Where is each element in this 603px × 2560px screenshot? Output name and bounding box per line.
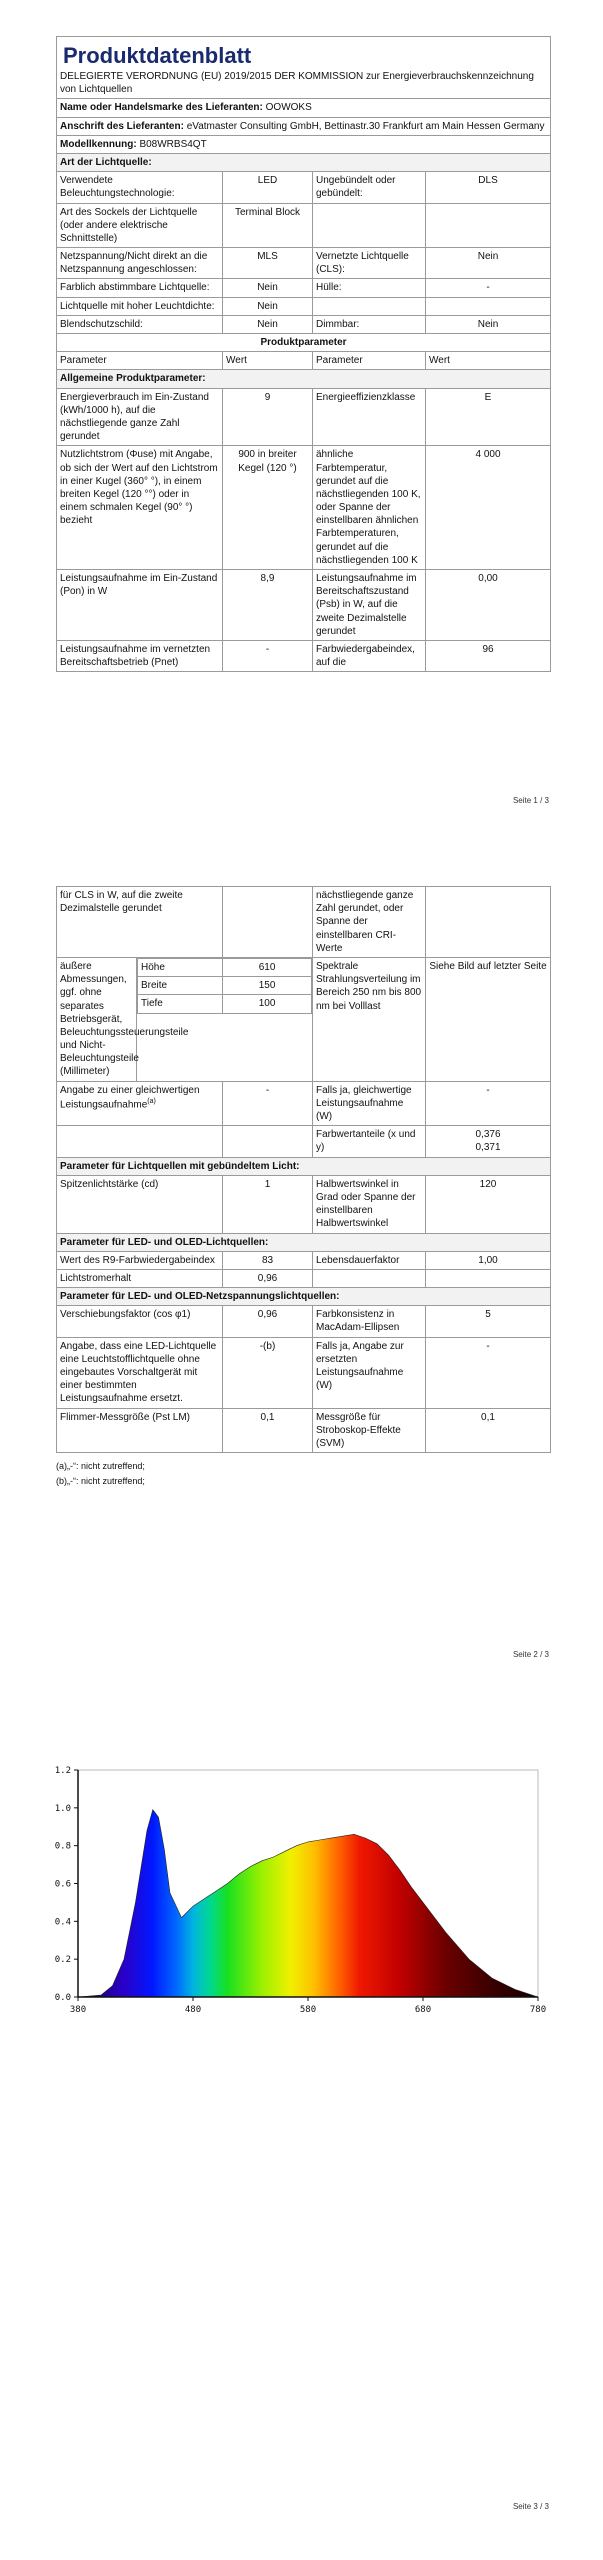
param-label: Wert des R9-Farbwiedergabeindex: [57, 1251, 223, 1269]
row-value: Nein: [223, 297, 313, 315]
page-3: [0, 1680, 603, 2560]
param-label: Leistungsaufnahme im Ein-Zustand (Pon) in W: [57, 570, 223, 641]
column-header: Wert: [426, 352, 551, 370]
param-label: Falls ja, Angabe zur ersetzten Leistungsaufnahme (W): [313, 1337, 426, 1408]
param-value: 1: [223, 1175, 313, 1233]
table-row: [57, 1251, 551, 1269]
param-value: 5: [426, 1306, 551, 1337]
dimensions-cell: [137, 957, 313, 1081]
x-tick-label: 480: [184, 2005, 202, 2015]
row-label: Vernetzte Lichtquelle (CLS):: [313, 248, 426, 279]
param-label: Spektrale Strahlungsverteilung im Bereich 250 nm bis 800 nm bei Volllast: [313, 957, 426, 1081]
param-label: Farbwertanteile (x und y): [313, 1126, 426, 1157]
row-value: [426, 203, 551, 248]
row-label: Dimmbar:: [313, 315, 426, 333]
table-row: [57, 640, 551, 671]
param-value: -(b): [223, 1337, 313, 1408]
row-label: Hülle:: [313, 279, 426, 297]
row-label: [313, 203, 426, 248]
model-label: Modellkennung:: [60, 138, 137, 150]
param-value: 0,96: [223, 1306, 313, 1337]
table-row: [57, 279, 551, 297]
table-row: [57, 1081, 551, 1126]
param-label: Lebensdauerfaktor: [313, 1251, 426, 1269]
row-value: LED: [223, 172, 313, 203]
param-value: 83: [223, 1251, 313, 1269]
column-header: Parameter: [313, 352, 426, 370]
model-row: [57, 135, 551, 153]
datasheet-table-1: [56, 36, 551, 672]
param-value: [426, 1126, 551, 1157]
dimension-name: Tiefe: [138, 995, 223, 1013]
footnote-b: (b)„-“: nicht zutreffend;: [56, 1475, 145, 1486]
param-label: Lichtstromerhalt: [57, 1269, 223, 1287]
param-value: 1,00: [426, 1251, 551, 1269]
table-row: [57, 1337, 551, 1408]
param-label: Energieverbrauch im Ein-Zustand (kWh/1000 h), auf die nächstliegende ganze Zahl gerundet: [57, 388, 223, 446]
datasheet-table-2: [56, 886, 551, 1453]
param-value: 8,9: [223, 570, 313, 641]
row-value: Nein: [426, 315, 551, 333]
dimension-value: 610: [223, 958, 312, 976]
param-label: Farbwiedergabeindex, auf die: [313, 640, 426, 671]
row-value: [426, 297, 551, 315]
param-label: Energieeffizienzklasse: [313, 388, 426, 446]
param-label: Falls ja, gleichwertige Leistungsaufnahme (W): [313, 1081, 426, 1126]
param-value: E: [426, 388, 551, 446]
general-params-heading: Allgemeine Produktparameter:: [57, 370, 551, 388]
param-label: nächstliegende ganze Zahl gerundet, oder Spanne der einstellbaren CRI-Werte: [313, 887, 426, 958]
y-tick-label: 1.0: [54, 1803, 71, 1814]
param-value: 4 000: [426, 446, 551, 570]
param-label: Messgröße für Stroboskop-Effekte (SVM): [313, 1408, 426, 1453]
row-value: Nein: [223, 279, 313, 297]
chromaticity-y: 0,371: [475, 1142, 501, 1154]
produktparameter-heading: Produktparameter: [57, 334, 551, 352]
dimension-name: Höhe: [138, 958, 223, 976]
table-row: [57, 1126, 551, 1157]
param-label: ähnliche Farbtemperatur, gerundet auf die nächstliegenden 100 K, oder Spanne der einstellbaren ähnlichen Farbtemperaturen, gerundet auf die nächstliegenden 100 K: [313, 446, 426, 570]
param-value: Siehe Bild auf letzter Seite: [426, 957, 551, 1081]
row-value: MLS: [223, 248, 313, 279]
footnote-a: (a)„-“: nicht zutreffend;: [56, 1461, 145, 1472]
model-value: B08WRBS4QT: [139, 138, 207, 150]
table-row: [57, 203, 551, 248]
table-row: [57, 1408, 551, 1453]
param-value: 0,00: [426, 570, 551, 641]
y-tick-label: 0.4: [54, 1917, 71, 1928]
y-tick-label: 0.6: [54, 1879, 71, 1890]
param-label: Verschiebungsfaktor (cos φ1): [57, 1306, 223, 1337]
mains-params-heading: Parameter für LED- und OLED-Netzspannungslichtquellen:: [57, 1288, 551, 1306]
x-tick-label: 680: [414, 2005, 432, 2015]
page-number: Seite 3 / 3: [512, 2502, 549, 2511]
param-label: für CLS in W, auf die zweite Dezimalstelle gerundet: [57, 887, 223, 958]
param-label: [57, 1081, 223, 1126]
chromaticity-x: 0,376: [475, 1129, 501, 1141]
param-value: -: [426, 1337, 551, 1408]
param-label: Leistungsaufnahme im vernetzten Bereitschaftsbetrieb (Pnet): [57, 640, 223, 671]
param-label: Flimmer-Messgröße (Pst LM): [57, 1408, 223, 1453]
row-label: Lichtquelle mit hoher Leuchtdichte:: [57, 297, 223, 315]
y-tick-label: 0.0: [54, 1993, 71, 2003]
param-value: 0,96: [223, 1269, 313, 1287]
param-value: 9: [223, 388, 313, 446]
param-value: -: [223, 640, 313, 671]
table-row: [57, 446, 551, 570]
row-label: Ungebündelt oder gebündelt:: [313, 172, 426, 203]
supplier-label: Name oder Handelsmarke des Lieferanten:: [60, 102, 263, 114]
table-row: [57, 297, 551, 315]
footnotes: [56, 1459, 550, 1488]
table-row: [57, 570, 551, 641]
row-label: Blendschutzschild:: [57, 315, 223, 333]
param-value: -: [223, 1081, 313, 1126]
page-number: Seite 2 / 3: [512, 1650, 549, 1659]
row-label: Netzspannung/Nicht direkt an die Netzspannung angeschlossen:: [57, 248, 223, 279]
y-tick-label: 0.8: [54, 1841, 71, 1852]
row-label: Art des Sockels der Lichtquelle (oder andere elektrische Schnittstelle): [57, 203, 223, 248]
column-header-row: [57, 352, 551, 370]
table-row: [57, 1269, 551, 1287]
table-row: [57, 388, 551, 446]
table-row: [57, 315, 551, 333]
x-tick-label: 380: [69, 2005, 87, 2015]
address-label: Anschrift des Lieferanten:: [60, 120, 184, 132]
param-label: Leistungsaufnahme im Bereitschaftszustand (Psb) in W, auf die zweite Dezimalstelle gerundet: [313, 570, 426, 641]
row-label: Farblich abstimmbare Lichtquelle:: [57, 279, 223, 297]
y-tick-label: 1.2: [54, 1766, 71, 1776]
table-row: [57, 887, 551, 958]
table-row: [57, 957, 551, 1081]
supplier-row: [57, 99, 551, 117]
param-value: -: [426, 1081, 551, 1126]
row-value: -: [426, 279, 551, 297]
row-label: Verwendete Beleuchtungstechnologie:: [57, 172, 223, 203]
y-tick-label: 0.2: [54, 1955, 71, 1966]
param-value: 0,1: [426, 1408, 551, 1453]
row-value: DLS: [426, 172, 551, 203]
table-row: [57, 1175, 551, 1233]
param-value: 120: [426, 1175, 551, 1233]
regulation-text: DELEGIERTE VERORDNUNG (EU) 2019/2015 DER KOMMISSION zur Energieverbrauchskennzeichnung von Lichtquellen: [60, 71, 534, 96]
dimension-value: 100: [223, 995, 312, 1013]
dimensions-label: äußere Abmessungen, ggf. ohne separates Betriebsgerät, Beleuchtungssteuerungsteile und Nicht-Beleuchtungsteile (Millimeter): [57, 957, 137, 1081]
table-row: [57, 1306, 551, 1337]
address-row: [57, 117, 551, 135]
param-label: Spitzenlichtstärke (cd): [57, 1175, 223, 1233]
datasheet-page-2: [56, 886, 550, 1488]
footnote-marker: (a): [147, 1097, 156, 1105]
table-row: [57, 172, 551, 203]
page-1: [0, 0, 603, 830]
param-value: 0,1: [223, 1408, 313, 1453]
table-row: [57, 248, 551, 279]
param-label: Angabe, dass eine LED-Lichtquelle eine Leuchtstofflichtquelle ohne eingebautes Vorschaltgerät mit einer bestimmten Leistungsaufnahme ersetzt.: [57, 1337, 223, 1408]
column-header: Parameter: [57, 352, 223, 370]
datasheet-page-1: [56, 36, 550, 672]
dimensions-table: [137, 958, 312, 1014]
x-tick-label: 780: [529, 2005, 547, 2015]
x-tick-label: 580: [299, 2005, 317, 2015]
spectrum-area: [78, 1810, 538, 1997]
column-header: Wert: [223, 352, 313, 370]
directional-params-heading: Parameter für Lichtquellen mit gebündeltem Licht:: [57, 1157, 551, 1175]
page-number: Seite 1 / 3: [512, 796, 549, 805]
param-value: 900 in breiter Kegel (120 °): [223, 446, 313, 570]
dimension-name: Breite: [138, 977, 223, 995]
supplier-value: OOWOKS: [265, 102, 312, 114]
param-label: Farbkonsistenz in MacAdam-Ellipsen: [313, 1306, 426, 1337]
param-label: Nutzlichtstrom (Φuse) mit Angabe, ob sich der Wert auf den Lichtstrom in einer Kugel (360° °), in einem breiten Kegel (120 °°) oder in einem schmalen Kegel (90° °) bezieht: [57, 446, 223, 570]
dimension-value: 150: [223, 977, 312, 995]
row-label: [313, 297, 426, 315]
param-label: Halbwertswinkel in Grad oder Spanne der einstellbaren Halbwertswinkel: [313, 1175, 426, 1233]
light-source-type-heading: Art der Lichtquelle:: [57, 153, 551, 171]
address-value: eVatmaster Consulting GmbH, Bettinastr.30 Frankfurt am Main Hessen Germany: [186, 120, 545, 132]
document-title: Produktdatenblatt: [63, 43, 252, 68]
row-value: Nein: [426, 248, 551, 279]
led-oled-params-heading: Parameter für LED- und OLED-Lichtquellen:: [57, 1233, 551, 1251]
page-2: [0, 830, 603, 1680]
spectrum-chart: [0, 1740, 603, 2040]
param-value: 96: [426, 640, 551, 671]
row-value: Terminal Block: [223, 203, 313, 248]
equiv-label: Angabe zu einer gleichwertigen Leistungsaufnahme: [60, 1084, 200, 1111]
row-value: Nein: [223, 315, 313, 333]
